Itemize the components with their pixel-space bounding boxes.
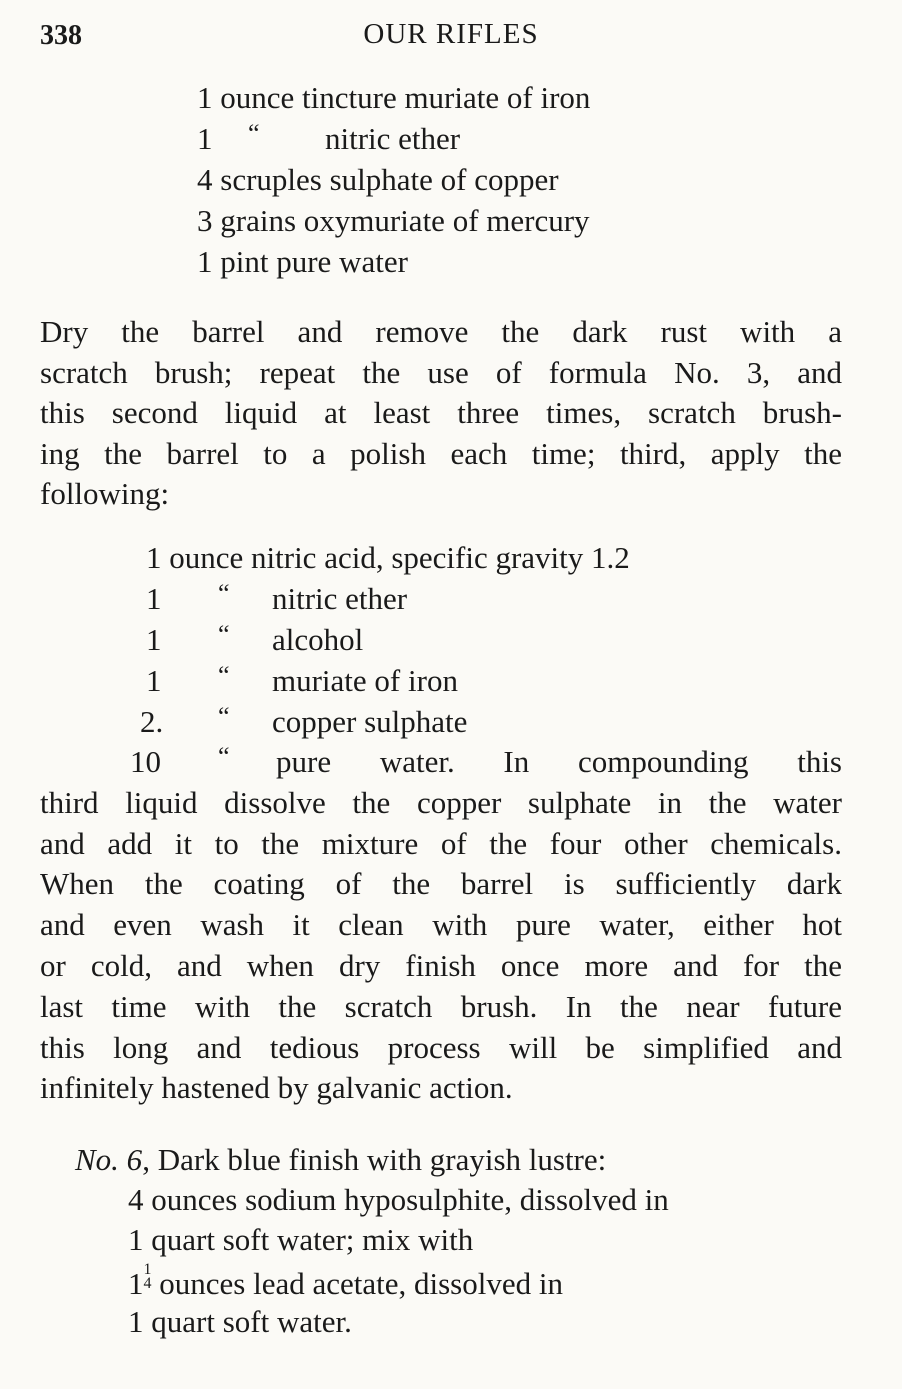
formula-line: 1 quart soft water; mix with (128, 1222, 474, 1257)
ditto-mark: “ (218, 742, 230, 771)
fraction (144, 1263, 152, 1291)
formula-a-item: nitric ether (325, 121, 461, 156)
running-title: OUR RIFLES (363, 18, 539, 50)
ditto-mark: “ (218, 702, 230, 731)
formula-b-item: muriate of iron (272, 663, 458, 698)
formula-heading (75, 1142, 606, 1178)
formula-line: 4 ounces sodium hyposulphite, dissolved in (128, 1182, 669, 1217)
text-line: this long and tedious process will be simplified and (40, 1030, 842, 1065)
formula-b-item: nitric ether (272, 581, 408, 616)
text-line: infinitely hastened by galvanic action. (40, 1070, 513, 1105)
page-number: 338 (40, 20, 82, 51)
text-line: this second liquid at least three times, scratch brush- (40, 395, 842, 430)
formula-label: No. 6 (75, 1142, 143, 1177)
text-line: and even wash it clean with pure water, either hot (40, 907, 842, 942)
formula-b-item: copper sulphate (272, 704, 468, 739)
fraction-denominator: 4 (143, 1275, 152, 1292)
formula-a-qty: 1 (197, 121, 213, 156)
text-line: When the coating of the barrel is sufficiently dark (40, 866, 842, 901)
text-line: last time with the scratch brush. In the near future (40, 989, 842, 1024)
formula-b-qty: 2. (140, 704, 164, 739)
formula-a-line: 1 pint pure water (197, 244, 408, 279)
fraction-numerator: 1 (143, 1261, 152, 1278)
formula-line-fraction (128, 1263, 563, 1302)
formula-heading-text: , Dark blue finish with grayish lustre: (142, 1142, 607, 1177)
formula-b-last-item: pure water. In compounding this (276, 744, 842, 779)
formula-line: 1 quart soft water. (128, 1304, 352, 1339)
text-line: and add it to the mixture of the four other chemicals. (40, 826, 842, 861)
formula-b-qty: 1 (146, 663, 162, 698)
formula-b-qty: 10 (130, 744, 161, 779)
text-line: third liquid dissolve the copper sulphate in the water (40, 785, 842, 820)
ditto-mark: “ (248, 119, 260, 148)
text-line: Dry the barrel and remove the dark rust with a (40, 314, 842, 349)
formula-b-qty: 1 (146, 622, 162, 657)
ditto-mark: “ (218, 661, 230, 690)
ditto-mark: “ (218, 579, 230, 608)
text-line: following: (40, 476, 170, 511)
page-header (40, 18, 862, 58)
text-line: scratch brush; repeat the use of formula No. 3, and (40, 355, 842, 390)
ditto-mark: “ (218, 620, 230, 649)
text-line: or cold, and when dry finish once more and for the (40, 948, 842, 983)
formula-b-item: alcohol (272, 622, 364, 657)
formula-a-line: 4 scruples sulphate of copper (197, 162, 559, 197)
formula-b-qty: 1 (146, 581, 162, 616)
formula-b-first-line: 1 ounce nitric acid, specific gravity 1.2 (146, 540, 630, 575)
formula-line-rest: ounces lead acetate, dissolved in (151, 1266, 563, 1301)
formula-a-line: 1 ounce tincture muriate of iron (197, 80, 591, 115)
formula-a-line: 3 grains oxymuriate of mercury (197, 203, 590, 238)
fraction-whole: 1 (128, 1266, 144, 1301)
text-line: ing the barrel to a polish each time; third, apply the (40, 436, 842, 471)
